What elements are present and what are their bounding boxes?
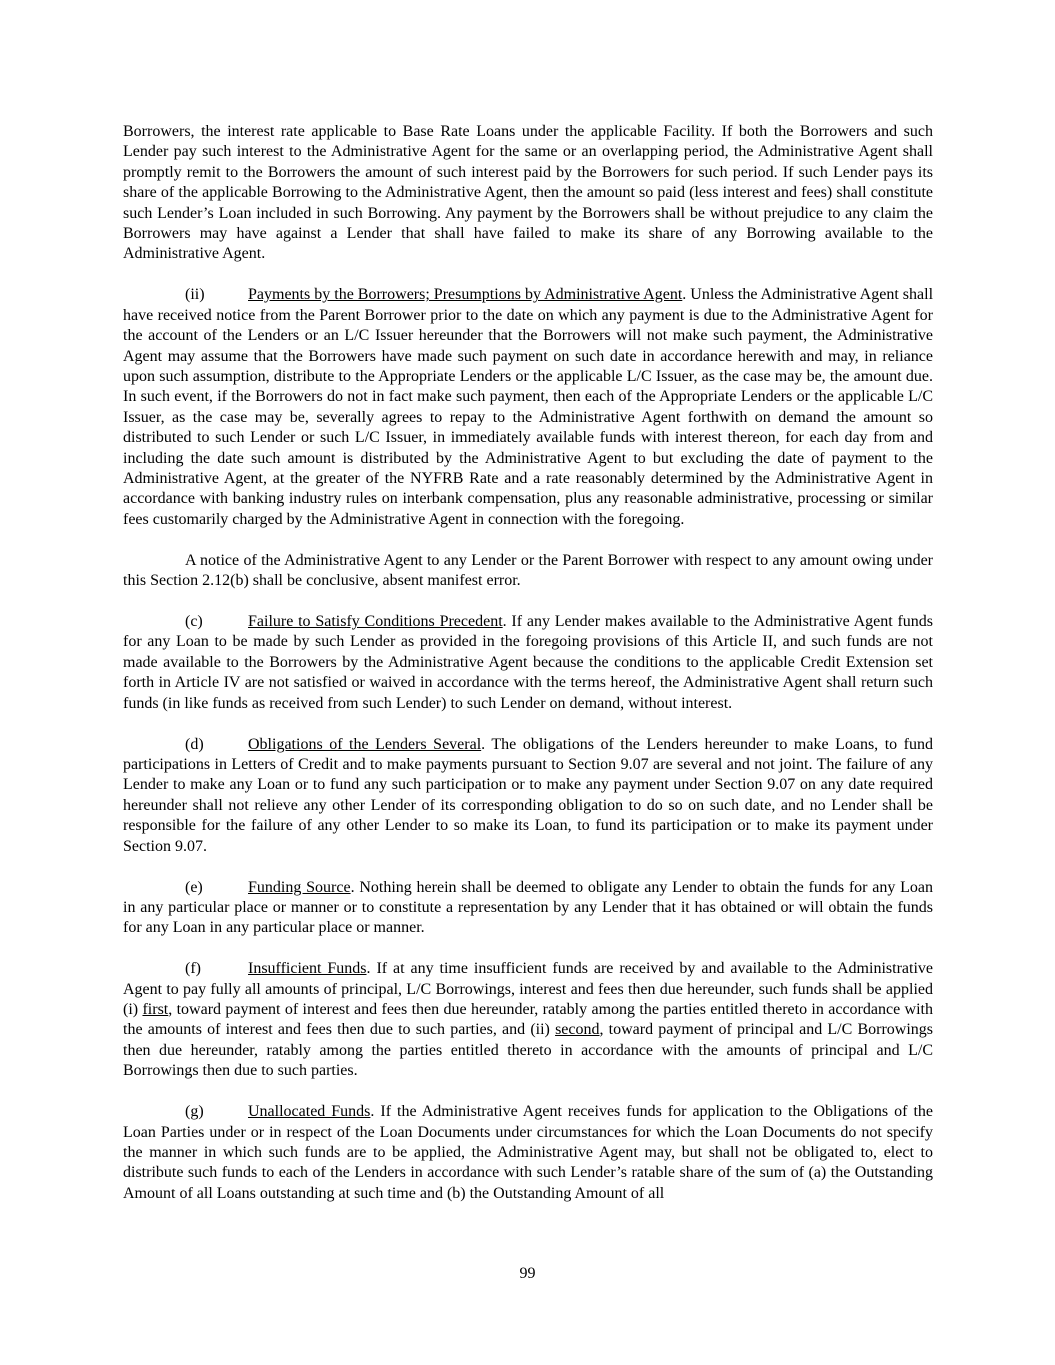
text-run: . The obligations of the Lenders hereunder to make Loans, to fund participations in Letters of Credit and to make payments pursuant to Section 9.07 are several and not joint. The failure of any Lender to make any Loan or to fund any such participation or to make any payment under Section 9.07 on any date required hereunder shall not relieve any other Lender of its corresponding obligation to do so on such date, and no Lender shall be responsible for the failure of any other Lender to so make its Loan, to fund its participation or to make its payment under Section 9.07.: [123, 735, 934, 855]
paragraph-label: (ii): [185, 286, 205, 304]
paragraph: [123, 612, 933, 714]
paragraph-label: (e): [185, 878, 203, 896]
paragraph: [123, 1102, 933, 1204]
paragraph: [123, 285, 933, 530]
page-number: 99: [519, 1265, 536, 1282]
paragraph: [123, 878, 933, 939]
text-run: . If the Administrative Agent receives funds for application to the Obligations of the Loan Parties under or in respect of the Loan Documents under circumstances for which the Loan Documents do not specify the manner in which such funds are to be applied, the Administrative Agent may, but shall not be obligated to, elect to distribute such funds to each of the Lenders in accordance with such Lender’s ratable share of the sum of (a) the Outstanding Amount of all Loans outstanding at such time and (b) the Outstanding Amount of all: [123, 1103, 934, 1202]
underlined-text: second: [555, 1021, 600, 1039]
paragraph-label: (c): [185, 613, 203, 631]
text-run: , toward payment of interest and fees then due hereunder, ratably among the parties entitled thereto in accordance with the amounts of interest and fees then due to such parties, and (ii): [123, 1001, 933, 1039]
paragraph-label: (d): [185, 735, 204, 753]
text-run: . Nothing herein shall be deemed to obligate any Lender to obtain the funds for any Loan in any particular place or manner or to constitute a representation by any Lender that it has obtained or will obtain the funds for any Loan in any particular place or manner.: [123, 878, 933, 937]
text-run: . Unless the Administrative Agent shall have received notice from the Parent Borrower prior to the date on which any payment is due to the Administrative Agent for the account of the Lenders or an L/C Issuer hereunder that the Borrowers will not make such payment, the Administrative Agent may assume that the Borrowers have made such payment on such date in accordance herewith and may, in reliance upon such assumption, distribute to the Appropriate Lenders or the applicable L/C Issuer, as the case may be, the amount due. In such event, if the Borrowers do not in fact make such payment, then each of the Appropriate Lenders or the applicable L/C Issuer, as the case may be, severally agrees to repay to the Administrative Agent forthwith on demand the amount so distributed to such Lender or such L/C Issuer, in immediately available funds with interest thereon, for each day from and including the date such amount is distributed by the Administrative Agent to but excluding the date of payment to the Administrative Agent, at the greater of the NYFRB Rate and a rate reasonably determined by the Administrative Agent in accordance with banking industry rules on interbank compensation, plus any reasonable administrative, processing or similar fees customarily charged by the Administrative Agent in connection with the foregoing.: [123, 286, 934, 528]
underlined-text: Insufficient Funds: [248, 960, 367, 978]
text-run: A notice of the Administrative Agent to any Lender or the Parent Borrower with respect to any amount owing under this Section 2.12(b) shall be conclusive, absent manifest error.: [123, 551, 933, 590]
paragraph: [123, 735, 933, 857]
paragraph: [123, 959, 933, 1081]
text-run: , toward payment of principal and L/C Borrowings then due hereunder, ratably among the parties entitled thereto in accordance with the amounts of principal and L/C Borrowings then due to such parties.: [123, 1021, 934, 1080]
text-run: . If any Lender makes available to the Administrative Agent funds for any Loan to be made by such Lender as provided in the foregoing provisions of this Article II, and such funds are not made available to the Borrowers by the Administrative Agent because the conditions to the applicable Credit Extension set forth in Article IV are not satisfied or waived in accordance with the terms hereof, the Administrative Agent shall return such funds (in like funds as received from such Lender) to such Lender on demand, without interest.: [123, 613, 934, 712]
underlined-text: Unallocated Funds: [248, 1103, 371, 1121]
underlined-text: Obligations of the Lenders Several: [248, 735, 482, 753]
underlined-text: first: [142, 1001, 169, 1019]
paragraph-label: (g): [185, 1103, 204, 1121]
paragraph: [123, 122, 933, 265]
underlined-text: Payments by the Borrowers; Presumptions by Administrative Agent: [248, 286, 683, 304]
underlined-text: Funding Source: [248, 878, 351, 896]
text-run: Borrowers, the interest rate applicable to Base Rate Loans under the applicable Facility. If both the Borrowers and such Lender pay such interest to the Administrative Agent for the same or an overlapping period, the Administrative Agent shall promptly remit to the Borrowers the amount of such interest paid by the Borrowers for such period. If such Lender pays its share of the applicable Borrowing to the Administrative Agent, then the amount so paid (less interest and fees) shall constitute such Lender’s Loan included in such Borrowing. Any payment by the Borrowers shall be without prejudice to any claim the Borrowers may have against a Lender that shall have failed to make its share of any Borrowing available to the Administrative Agent.: [123, 123, 933, 263]
paragraph-label: (f): [185, 960, 201, 978]
underlined-text: Failure to Satisfy Conditions Precedent: [248, 613, 503, 631]
document-body: [123, 122, 933, 1225]
text-run: . If at any time insufficient funds are received by and available to the Administrative Agent to pay fully all amounts of principal, L/C Borrowings, interest and fees then due hereunder, such funds shall be applied (i): [123, 960, 933, 1019]
paragraph: [123, 551, 933, 592]
